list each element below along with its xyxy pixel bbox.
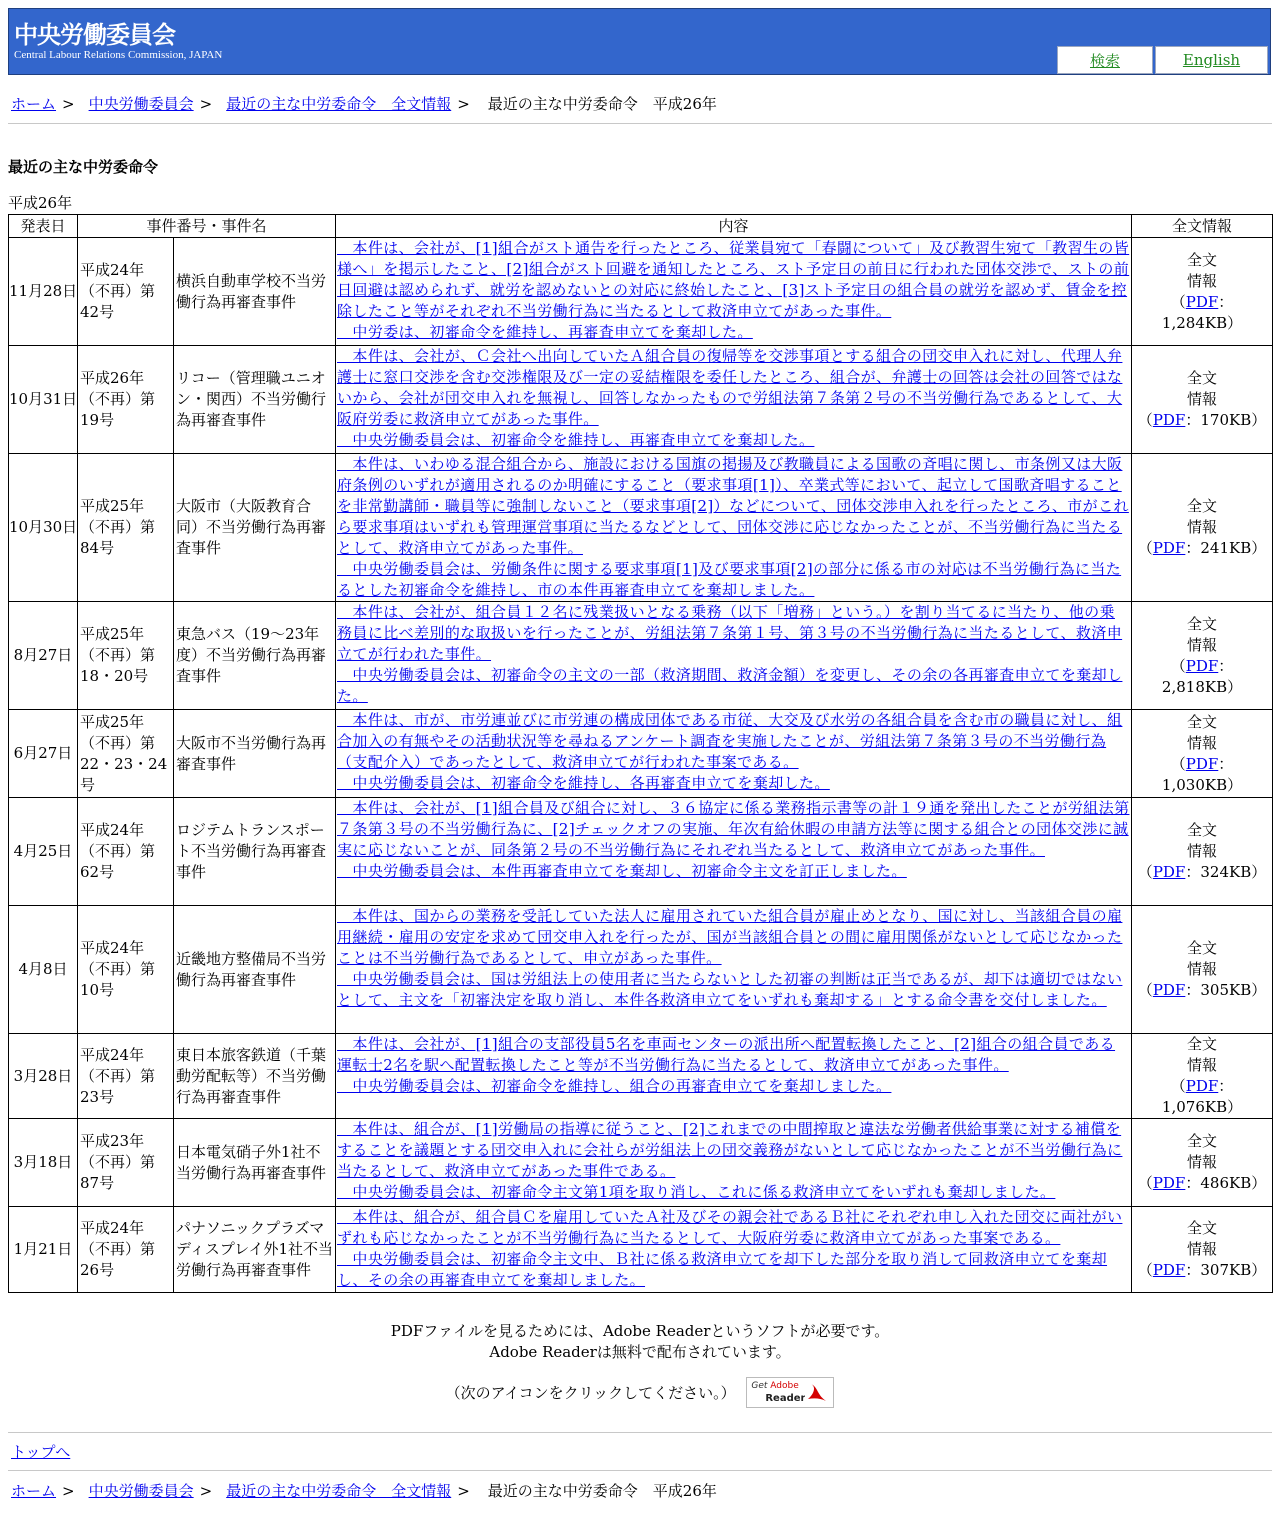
- content-cell: [336, 1207, 1132, 1293]
- case-number-cell: 平成26年（不再）第19号: [78, 346, 174, 454]
- breadcrumb-separator: >: [199, 95, 213, 113]
- content-paragraph-link[interactable]: 本件は、いわゆる混合組合から、施設における国旗の掲揚及び教職員による国歌の斉唱に関し、市条例又は大阪府条例のいずれが適用されるのか明確にすること（要求事項[1]）、卒業式等において、起立して国歌斉唱することを非常勤講師・職員等に強制しないこと（要求事項[2]）などについて、団体交渉申入れを行ったところ、市がこれら要求事項はいずれも管理運営事項に当たるなどとして、団体交渉に応じなかったことが、不当労働行為に当たるとして、救済申立てがあった事件。: [337, 455, 1129, 557]
- date-cell: 1月21日: [9, 1207, 78, 1293]
- site-header: [8, 8, 1271, 75]
- adobe-row: [0, 1377, 1280, 1408]
- breadcrumb-current: 最近の主な中労委命令 平成26年: [487, 1482, 717, 1500]
- orders-table: [8, 214, 1273, 1293]
- content-paragraph-link[interactable]: 本件は、会社が、組合員１２名に残業扱いとなる乗務（以下「増務」という。）を割り当てるに当たり、他の乗務員に比べ差別的な取扱いを行ったことが、労組法第７条第１号、第３号の不当労働行為に当たるとして、救済申立てが行われた事件。: [337, 603, 1123, 663]
- content-cell: [336, 602, 1132, 710]
- note-line-1: PDFファイルを見るためには、Adobe Readerというソフトが必要です。: [390, 1322, 890, 1340]
- content-paragraph-link[interactable]: 中央労働委員会は、初審命令主文第1項を取り消し、これに係る救済申立てをいずれも棄却しました。: [337, 1183, 1056, 1201]
- content-paragraph-link[interactable]: 本件は、市が、市労連並びに市労連の構成団体である市従、大交及び水労の各組合員を含む市の職員に対し、組合加入の有無やその活動状況等を尋ねるアンケート調査を実施したことが、労組法第７条第３号の不当労働行為（支配介入）であったとして、救済申立てが行われた事案である。: [337, 711, 1123, 771]
- case-name-cell: 横浜自動車学校不当労働行為再審査事件: [174, 238, 336, 346]
- file-size: 307KB: [1200, 1261, 1252, 1279]
- fulltext-label: 全文: [1187, 1219, 1218, 1237]
- fulltext-label: 情報: [1187, 960, 1218, 978]
- fulltext-cell: 全文 情報 （PDF：486KB）: [1132, 1119, 1273, 1207]
- breadcrumb-orders[interactable]: 最近の主な中労委命令 全文情報: [226, 1482, 452, 1500]
- pdf-link[interactable]: PDF: [1185, 754, 1219, 773]
- breadcrumb-orders[interactable]: 最近の主な中労委命令 全文情報: [226, 95, 452, 113]
- header-fulltext: 全文情報: [1132, 215, 1273, 238]
- file-size: 2,818KB: [1161, 677, 1228, 696]
- content-paragraph-link[interactable]: 本件は、会社が、Ｃ会社へ出向していたＡ組合員の復帰等を交渉事項とする組合の団交申入れに対し、代理人弁護士に窓口交渉を含む交渉権限及び一定の妥結権限を委任したところ、組合が、弁護士の回答は会社の回答ではないから、会社が団交申入れを無視し、回答しなかったもので労組法第７条第２号の不当労働行為であるとして、大阪府労委に救済申立てがあった事件。: [337, 347, 1123, 428]
- content-cell: [336, 238, 1132, 346]
- date-cell: 10月30日: [9, 454, 78, 602]
- table-body: [9, 238, 1273, 1293]
- note-line-2: Adobe Readerは無料で配布されています。: [489, 1343, 791, 1361]
- fulltext-label: 情報: [1187, 1240, 1218, 1258]
- fulltext-label: 全文: [1187, 939, 1218, 957]
- header-content: 内容: [336, 215, 1132, 238]
- fulltext-cell: 全文 情報 （PDF：1,030KB）: [1132, 710, 1273, 798]
- adobe-icon-text: Get Adobe: [751, 1381, 799, 1391]
- site-subtitle: Central Labour Relations Commission, JAPAN: [14, 49, 223, 61]
- case-number-cell: 平成24年（不再）第42号: [78, 238, 174, 346]
- content-paragraph-link[interactable]: 中央労働委員会は、初審命令を維持し、各再審査申立てを棄却した。: [337, 774, 830, 792]
- file-size: 1,284KB: [1161, 313, 1228, 332]
- breadcrumb-current: 最近の主な中労委命令 平成26年: [487, 95, 717, 113]
- breadcrumb-commission[interactable]: 中央労働委員会: [88, 95, 194, 113]
- pdf-link[interactable]: PDF: [1152, 1174, 1186, 1192]
- fulltext-label: 全文: [1187, 250, 1218, 269]
- divider: [8, 123, 1272, 124]
- fulltext-label: 全文: [1187, 1035, 1218, 1053]
- date-cell: 10月31日: [9, 346, 78, 454]
- content-cell: [336, 1119, 1132, 1207]
- fulltext-label: 情報: [1187, 1056, 1218, 1074]
- content-paragraph-link[interactable]: 本件は、会社が、[1]組合がスト通告を行ったところ、従業員宛て「春闘について」及び教習生宛て「教習生の皆様へ」を掲示したこと、[2]組合がスト回避を通知したところ、スト予定日の前日に行われた団体交渉で、ストの前日回避は認められず、就労を認めないとの対応に終始したこと、[3]スト予定日の組合員の就労を認めず、賃金を控除したこと等がそれぞれ不当労働行為に当たるとして救済申立てがあった事件。: [337, 239, 1130, 320]
- date-cell: 3月18日: [9, 1119, 78, 1207]
- content-paragraph-link[interactable]: 中央労働委員会は、初審命令を維持し、再審査申立てを棄却した。: [337, 431, 815, 449]
- table-row: [9, 906, 1273, 1034]
- fulltext-label: 情報: [1187, 518, 1218, 536]
- fulltext-label: 全文: [1187, 712, 1218, 731]
- fulltext-cell: 全文 情報 （PDF：1,076KB）: [1132, 1034, 1273, 1119]
- fulltext-label: 情報: [1187, 390, 1218, 408]
- fulltext-label: 全文: [1187, 369, 1218, 387]
- divider: [8, 1470, 1272, 1471]
- breadcrumb-commission[interactable]: 中央労働委員会: [88, 1482, 194, 1500]
- content-paragraph-link[interactable]: 中労委は、初審命令を維持し、再審査申立てを棄却した。: [337, 323, 753, 341]
- header-links: [1055, 46, 1268, 74]
- breadcrumb: [11, 93, 717, 114]
- table-row: [9, 798, 1273, 906]
- table-row: [9, 1034, 1273, 1119]
- reader-icon-text: Reader: [765, 1393, 806, 1404]
- content-paragraph-link[interactable]: 中央労働委員会は、初審命令を維持し、組合の再審査申立てを棄却しました。: [337, 1077, 892, 1095]
- content-paragraph-link[interactable]: 本件は、国からの業務を受託していた法人に雇用されていた組合員が雇止めとなり、国に対し、当該組合員の雇用継続・雇用の安定を求めて団交申入れを行ったが、国が当該組合員との間に雇用関係がないとして応じなかったことは不当労働行為であるとして、申立があった事件。: [337, 907, 1123, 967]
- breadcrumb-home[interactable]: ホーム: [11, 1482, 57, 1500]
- file-size: 241KB: [1200, 539, 1252, 557]
- file-size: 324KB: [1200, 863, 1252, 881]
- file-size: 1,030KB: [1161, 775, 1228, 794]
- adobe-logo-icon: [805, 1381, 829, 1405]
- file-size: 305KB: [1200, 981, 1252, 999]
- table-row: [9, 1207, 1273, 1293]
- page-title: 最近の主な中労委命令: [8, 158, 159, 176]
- fulltext-cell: 全文 情報 （PDF：305KB）: [1132, 906, 1273, 1034]
- pdf-link[interactable]: PDF: [1152, 863, 1186, 881]
- table-row: [9, 238, 1273, 346]
- date-cell: 4月8日: [9, 906, 78, 1034]
- click-instruction: （次のアイコンをクリックしてください。）: [445, 1384, 736, 1402]
- date-cell: 8月27日: [9, 602, 78, 710]
- fulltext-label: 情報: [1187, 271, 1218, 290]
- case-number-cell: 平成24年（不再）第62号: [78, 798, 174, 906]
- pdf-link[interactable]: PDF: [1152, 981, 1186, 999]
- divider: [8, 1432, 1272, 1433]
- table-row: [9, 454, 1273, 602]
- content-cell: [336, 798, 1132, 906]
- table-row: [9, 1119, 1273, 1207]
- fulltext-label: 情報: [1187, 733, 1218, 752]
- pdf-link[interactable]: PDF: [1152, 539, 1186, 557]
- breadcrumb-separator: >: [457, 1482, 470, 1500]
- breadcrumb-separator: >: [62, 1482, 75, 1500]
- header-date: 発表日: [9, 215, 78, 238]
- content-paragraph-link[interactable]: 中央労働委員会は、国は労組法上の使用者に当たらないとした初審の判断は正当であるが、却下は適切ではないとして、主文を「初審決定を取り消し、本件各救済申立てをいずれも棄却する」とする命令書を交付しました。: [337, 970, 1123, 1009]
- content-cell: [336, 346, 1132, 454]
- table-row: [9, 602, 1273, 710]
- fulltext-label: 情報: [1187, 1153, 1218, 1171]
- fulltext-cell: 全文 情報 （PDF：1,284KB）: [1132, 238, 1273, 346]
- pdf-link[interactable]: PDF: [1185, 1077, 1219, 1095]
- case-name-cell: パナソニックプラズマディスプレイ外1社不当労働行為再審査事件: [174, 1207, 336, 1293]
- case-number-cell: 平成24年（不再）第10号: [78, 906, 174, 1034]
- fulltext-cell: 全文 情報 （PDF：324KB）: [1132, 798, 1273, 906]
- case-name-cell: 東急バス（19～23年度）不当労働行為再審査事件: [174, 602, 336, 710]
- content-paragraph-link[interactable]: 本件は、組合が、組合員Ｃを雇用していたＡ社及びその親会社であるＢ社にそれぞれ申し入れた団交に両社がいずれも応じなかったことが不当労働行為に当たるとして、大阪府労委に救済申立てがあった事案である。: [337, 1208, 1123, 1247]
- pdf-link[interactable]: PDF: [1152, 411, 1186, 429]
- file-size: 170KB: [1200, 411, 1252, 429]
- english-link[interactable]: English: [1155, 46, 1268, 74]
- case-number-cell: 平成25年（不再）第22・23・24号: [78, 710, 174, 798]
- table-row: [9, 710, 1273, 798]
- pdf-link[interactable]: PDF: [1152, 1261, 1186, 1279]
- case-name-cell: 大阪市（大阪教育合同）不当労働行為再審査事件: [174, 454, 336, 602]
- table-row: [9, 346, 1273, 454]
- fulltext-cell: 全文 情報 （PDF：170KB）: [1132, 346, 1273, 454]
- pdf-note: [0, 1321, 1280, 1363]
- case-name-cell: 日本電気硝子外1社不当労働行為再審査事件: [174, 1119, 336, 1207]
- date-cell: 6月27日: [9, 710, 78, 798]
- site-title[interactable]: 中央労働委員会: [14, 21, 175, 49]
- fulltext-label: 情報: [1187, 842, 1218, 860]
- year-label: 平成26年: [8, 194, 73, 212]
- case-number-cell: 平成24年（不再）第23号: [78, 1034, 174, 1119]
- content-paragraph-link[interactable]: 中央労働委員会は、本件再審査申立てを棄却し、初審命令主文を訂正しました。: [337, 862, 907, 880]
- fulltext-cell: 全文 情報 （PDF：2,818KB）: [1132, 602, 1273, 710]
- case-number-cell: 平成25年（不再）第84号: [78, 454, 174, 602]
- content-paragraph-link[interactable]: 本件は、組合が、[1]労働局の指導に従うこと、[2]これまでの中間搾取と違法な労働者供給事業に対する補償をすることを議題とする団交申入れに会社らが労組法上の団交義務がないとして応じなかったことが不当労働行為に当たるとして、救済申立てがあった事件である。: [337, 1120, 1123, 1180]
- fulltext-cell: 全文 情報 （PDF：241KB）: [1132, 454, 1273, 602]
- case-name-cell: ロジテムトランスポート不当労働行為再審査事件: [174, 798, 336, 906]
- table-header-row: [9, 215, 1273, 238]
- content-paragraph-link[interactable]: 中央労働委員会は、初審命令主文中、Ｂ社に係る救済申立てを却下した部分を取り消して同救済申立てを棄却し、その余の再審査申立てを棄却しました。: [337, 1250, 1108, 1289]
- search-link[interactable]: 検索: [1057, 46, 1153, 74]
- fulltext-label: 全文: [1187, 497, 1218, 515]
- content-cell: [336, 906, 1132, 1034]
- case-name-cell: リコー（管理職ユニオン・関西）不当労働行為再審査事件: [174, 346, 336, 454]
- fulltext-cell: 全文 情報 （PDF：307KB）: [1132, 1207, 1273, 1293]
- breadcrumb-separator: >: [457, 95, 470, 113]
- content-cell: [336, 710, 1132, 798]
- content-paragraph-link[interactable]: 中央労働委員会は、労働条件に関する要求事項[1]及び要求事項[2]の部分に係る市の対応は不当労働行為に当たるとした初審命令を維持し、市の本件再審査申立てを棄却しました。: [337, 560, 1122, 599]
- back-to-top-link[interactable]: トップへ: [11, 1443, 71, 1461]
- header-case: 事件番号・事件名: [78, 215, 336, 238]
- breadcrumb-home[interactable]: ホーム: [11, 95, 57, 113]
- fulltext-label: 全文: [1187, 614, 1218, 633]
- date-cell: 11月28日: [9, 238, 78, 346]
- case-number-cell: 平成23年（不再）第87号: [78, 1119, 174, 1207]
- case-name-cell: 近畿地方整備局不当労働行為再審査事件: [174, 906, 336, 1034]
- case-name-cell: 大阪市不当労働行為再審査事件: [174, 710, 336, 798]
- content-paragraph-link[interactable]: 本件は、会社が、[1]組合員及び組合に対し、３６協定に係る業務指示書等の計１９通を発出したことが労組法第７条第３号の不当労働行為に、[2]チェックオフの実施、年次有給休暇の申請方法等に関する組合との団体交渉に誠実に応じないことが、同条第２号の不当労働行為にそれぞれ当たるとして、救済申立てがあった事件。: [337, 799, 1130, 859]
- file-size: 1,076KB: [1161, 1098, 1228, 1116]
- content-cell: [336, 1034, 1132, 1119]
- content-paragraph-link[interactable]: 本件は、会社が、[1]組合の支部役員5名を車両センターの派出所へ配置転換したこと、[2]組合の組合員である運転士2名を駅へ配置転換したこと等が不当労働行為に当たるとして、救済申立てがあった事件。: [337, 1035, 1116, 1074]
- breadcrumb-separator: >: [62, 95, 75, 113]
- case-number-cell: 平成24年（不再）第26号: [78, 1207, 174, 1293]
- date-cell: 4月25日: [9, 798, 78, 906]
- pdf-link[interactable]: PDF: [1185, 292, 1219, 311]
- case-number-cell: 平成25年（不再）第18・20号: [78, 602, 174, 710]
- date-cell: 3月28日: [9, 1034, 78, 1119]
- content-cell: [336, 454, 1132, 602]
- breadcrumb-separator: >: [199, 1482, 213, 1500]
- fulltext-label: 情報: [1187, 635, 1218, 654]
- pdf-link[interactable]: PDF: [1185, 656, 1219, 675]
- get-adobe-reader-icon[interactable]: [746, 1377, 834, 1408]
- content-paragraph-link[interactable]: 中央労働委員会は、初審命令の主文の一部（救済期間、救済金額）を変更し、その余の各再審査申立てを棄却した。: [337, 666, 1123, 705]
- fulltext-label: 全文: [1187, 821, 1218, 839]
- case-name-cell: 東日本旅客鉄道（千葉動労配転等）不当労働行為再審査事件: [174, 1034, 336, 1119]
- breadcrumb-bottom: [11, 1480, 717, 1501]
- fulltext-label: 全文: [1187, 1132, 1218, 1150]
- file-size: 486KB: [1200, 1174, 1252, 1192]
